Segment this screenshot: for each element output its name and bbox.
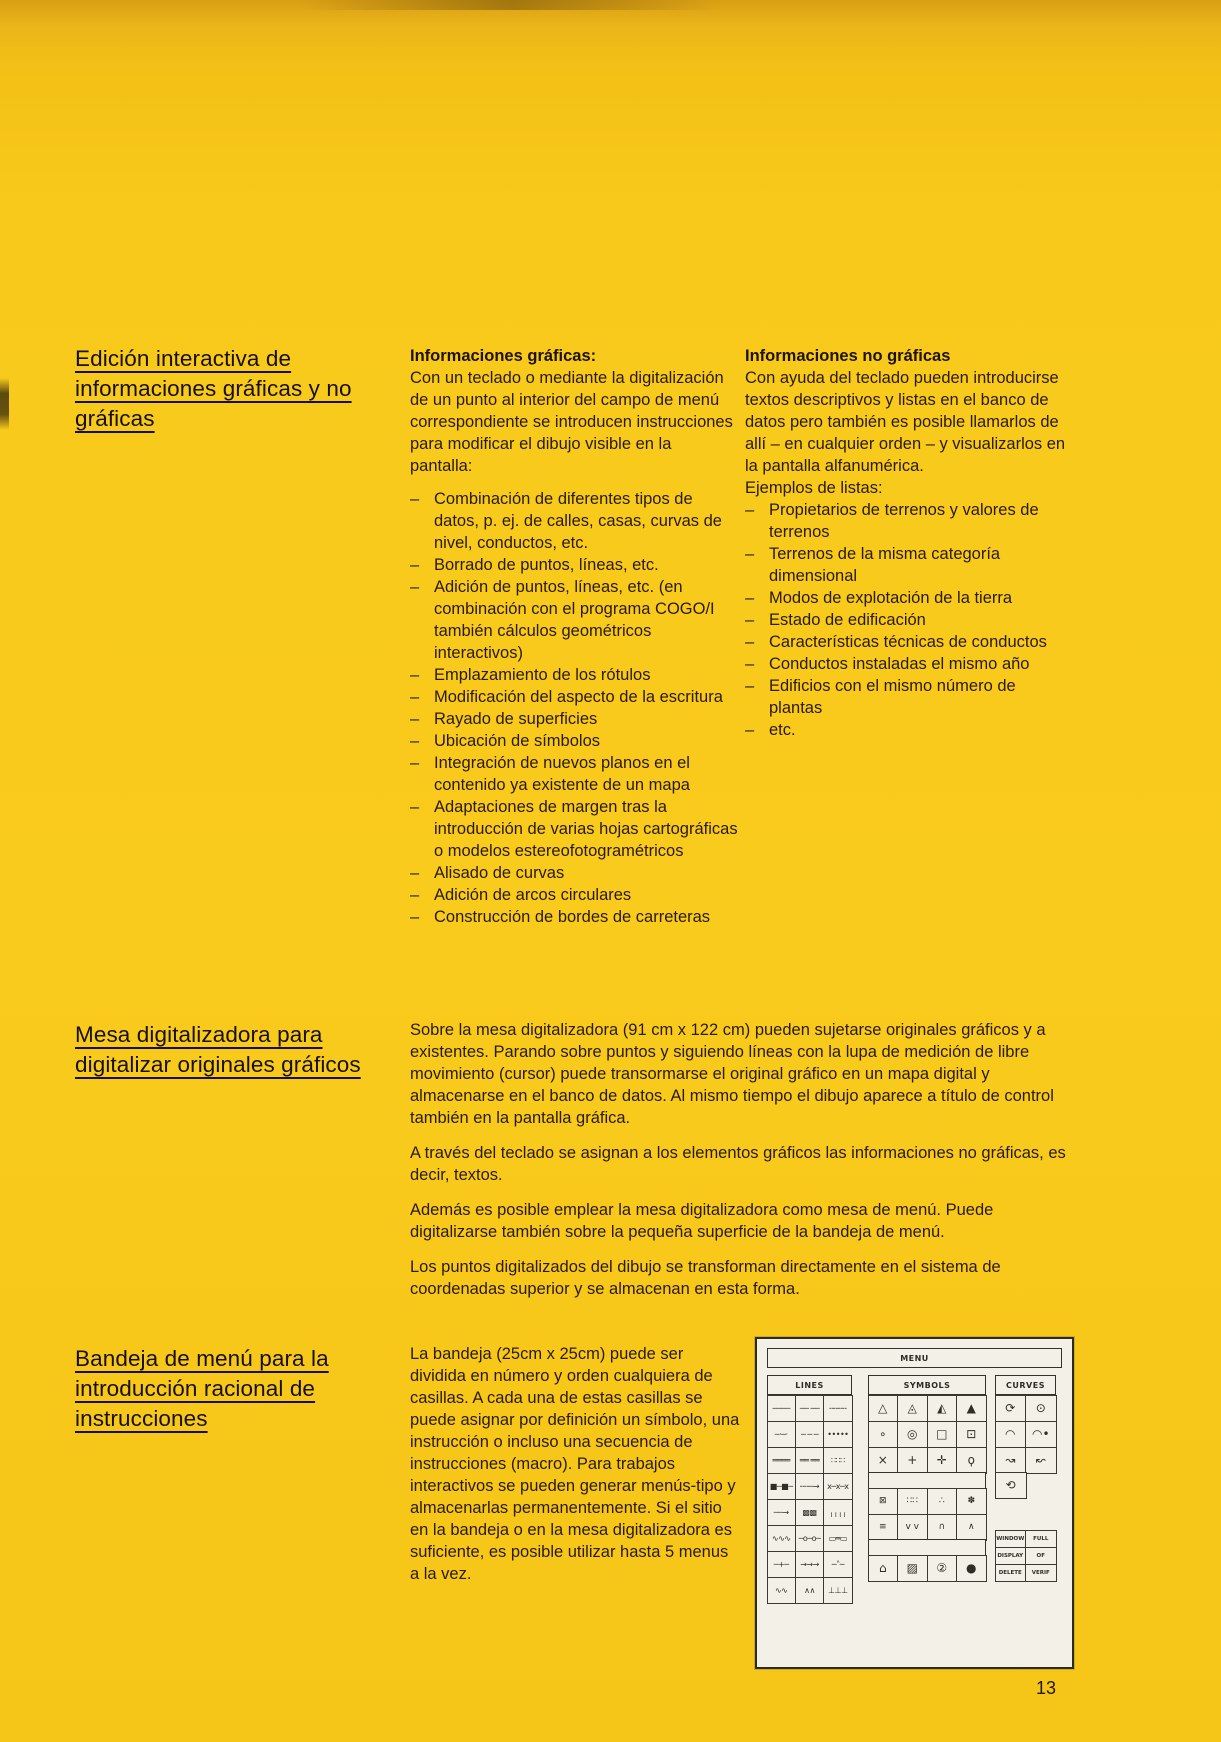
symbol-cell[interactable]: ▲	[956, 1395, 987, 1422]
column-informaciones-no-graficas	[745, 345, 1067, 741]
paragraph: Los puntos digitalizados del dibujo se transforman directamente en el sistema de coordenadas superior y se almacenan en esta forma.	[410, 1258, 1001, 1298]
dash-bullet: –	[410, 578, 420, 596]
command-cell[interactable]: FULL	[1025, 1530, 1057, 1548]
symbol-cell[interactable]: ∧	[956, 1514, 987, 1541]
lines-header-label: LINES	[795, 1380, 824, 1390]
column-informaciones-graficas	[410, 345, 738, 928]
dash-bullet: –	[745, 721, 755, 739]
line-pattern-cell[interactable]: ∷∷∷	[823, 1447, 852, 1474]
list-item-text: etc.	[769, 721, 796, 739]
list-item	[410, 752, 738, 796]
dash-bullet: –	[410, 754, 420, 772]
line-pattern-cell[interactable]: ────	[767, 1395, 796, 1422]
page-number: 13	[1036, 1678, 1057, 1698]
dash-bullet: –	[410, 710, 420, 728]
section1-heading: Edición interactiva de informaciones gráficas y no gráficas	[75, 346, 352, 431]
line-pattern-cell[interactable]: ╌╌─→	[795, 1473, 824, 1500]
lines-cell-grid	[767, 1395, 852, 1603]
list-item-text: Combinación de diferentes tipos de datos, p. ej. de calles, casas, curvas de nivel, conductos, etc.	[434, 490, 722, 552]
list-item	[745, 653, 1067, 675]
curve-cell[interactable]: ⟳	[995, 1395, 1027, 1422]
list-item	[745, 587, 1067, 609]
curve-cell[interactable]: ⊙	[1025, 1395, 1057, 1422]
list-item-text: Modos de explotación de la tierra	[769, 589, 1013, 607]
list-item-text: Ubicación de símbolos	[434, 732, 600, 750]
list-item-text: Construcción de bordes de carreteras	[434, 908, 711, 926]
line-pattern-cell[interactable]: ■─■─	[767, 1473, 796, 1500]
list-item	[410, 862, 738, 884]
list-item	[410, 730, 738, 752]
symbol-cell[interactable]: ⊠	[868, 1488, 899, 1515]
list-item	[745, 719, 1067, 741]
list-item	[410, 554, 738, 576]
symbols-header-label: SYMBOLS	[903, 1380, 951, 1390]
list-item-text: Conductos instaladas el mismo año	[769, 655, 1030, 673]
list-item-text: Emplazamiento de los rótulos	[434, 666, 651, 684]
dash-bullet: –	[410, 688, 420, 706]
symbols-cell-grid-b	[868, 1488, 986, 1540]
curve-cell[interactable]: ◠	[995, 1421, 1027, 1448]
line-pattern-cell[interactable]: ── ──	[795, 1395, 824, 1422]
section3-paragraph-wrap	[410, 1343, 740, 1598]
list-item-text: Propietarios de terrenos y valores de terrenos	[769, 501, 1039, 541]
dash-bullet: –	[410, 732, 420, 750]
graficas-intro: Con un teclado o mediante la digitalización de un punto al interior del campo de menú correspondiente se introducen instrucciones para modificar el dibujo visible en la pantalla:	[410, 369, 733, 475]
list-item-text: Estado de edificación	[769, 611, 926, 629]
dash-bullet: –	[745, 633, 755, 651]
paragraph: Sobre la mesa digitalizadora (91 cm x 122 cm) pueden sujetarse originales gráficos y a existentes. Parando sobre puntos y siguiendo líneas con la lupa de medición de libre movimiento (cursor) puede transormarse el original gráfico en un mapa digital y almacenarse en el banco de datos. Al mismo tiempo el dibujo aparece a título de control también en la pantalla gráfica.	[410, 1021, 1054, 1127]
line-pattern-cell[interactable]: →→→	[795, 1551, 824, 1578]
list-item	[745, 675, 1067, 719]
line-pattern-cell[interactable]: ∿∿	[767, 1577, 796, 1604]
symbol-cell[interactable]: ◎	[897, 1421, 928, 1448]
symbol-cell[interactable]: ∷∷	[897, 1488, 928, 1515]
no-graficas-title: Informaciones no gráficas	[745, 347, 951, 365]
dash-bullet: –	[410, 490, 420, 508]
list-item-text: Modificación del aspecto de la escritura	[434, 688, 723, 706]
line-pattern-cell[interactable]: ▭═▭	[823, 1525, 852, 1552]
list-item	[410, 686, 738, 708]
curve-cell[interactable]: ◠•	[1025, 1421, 1057, 1448]
curves-cell-grid-a	[995, 1395, 1056, 1473]
list-item	[410, 796, 738, 862]
dash-bullet: –	[745, 611, 755, 629]
curves-header-label: CURVES	[1006, 1380, 1045, 1390]
line-pattern-cell[interactable]: ▩▩	[795, 1499, 824, 1526]
dash-bullet: –	[410, 556, 420, 574]
section3-heading: Bandeja de menú para la introducción racional de instrucciones	[75, 1346, 329, 1431]
line-pattern-cell[interactable]: ─·─·	[767, 1421, 796, 1448]
dash-bullet: –	[745, 655, 755, 673]
examples-label: Ejemplos de listas:	[745, 479, 883, 497]
line-pattern-cell[interactable]: ══ ══	[795, 1447, 824, 1474]
symbol-cell[interactable]: ϙ	[956, 1447, 987, 1474]
curve-cell[interactable]: ↜	[1025, 1447, 1057, 1474]
list-item-text: Rayado de superficies	[434, 710, 598, 728]
line-pattern-cell[interactable]: ─o─o─	[795, 1525, 824, 1552]
list-item	[410, 664, 738, 686]
lines-header	[767, 1375, 852, 1395]
scan-top-shadow	[300, 0, 720, 10]
symbol-cell[interactable]: ⊡	[956, 1421, 987, 1448]
list-item	[410, 884, 738, 906]
curves-cell-grid-b	[995, 1472, 1026, 1498]
line-pattern-cell[interactable]: ─ ─ ─	[795, 1421, 824, 1448]
line-pattern-cell[interactable]: ════	[767, 1447, 796, 1474]
line-pattern-cell[interactable]: x─x─x	[823, 1473, 852, 1500]
list-item-text: Adición de arcos circulares	[434, 886, 632, 904]
line-pattern-cell[interactable]: ∿∿∿	[767, 1525, 796, 1552]
spacer	[410, 477, 738, 488]
symbol-cell[interactable]: ✛	[927, 1447, 958, 1474]
list-item	[745, 609, 1067, 631]
dash-bullet: –	[745, 677, 755, 695]
list-item-text: Terrenos de la misma categoría dimensional	[769, 545, 1001, 585]
list-item-text: Edificios con el mismo número de plantas	[769, 677, 1016, 717]
symbols-header	[868, 1375, 986, 1395]
symbol-cell[interactable]: ◬	[897, 1395, 928, 1422]
command-cell[interactable]: WINDOW	[995, 1530, 1027, 1548]
list-item-text: Características técnicas de conductos	[769, 633, 1047, 651]
menu-tray-diagram	[755, 1337, 1074, 1669]
symbols-spacer-band	[868, 1472, 986, 1489]
symbol-cell[interactable]: ∩	[927, 1514, 958, 1541]
dash-bullet: –	[410, 886, 420, 904]
scan-edge-artifact	[0, 378, 9, 430]
no-graficas-list	[745, 499, 1067, 741]
line-pattern-cell[interactable]: ──→	[767, 1499, 796, 1526]
section2-paragraphs	[410, 1019, 1073, 1313]
list-item-text: Adición de puntos, líneas, etc. (en combinación con el programa COGO/I también cálculos geométricos interactivos)	[434, 578, 715, 662]
dash-bullet: –	[410, 908, 420, 926]
line-pattern-cell[interactable]: ∧∧	[795, 1577, 824, 1604]
symbol-cell[interactable]: ●	[956, 1555, 987, 1582]
symbols-cell-grid-a	[868, 1395, 986, 1473]
section3-paragraph: La bandeja (25cm x 25cm) puede ser dividida en número y orden cualquiera de casillas. A cada una de estas casillas se puede asignar por definición un símbolo, una instrucción o incluso una secuencia de instrucciones (macro). Para trabajos interactivos se pueden generar menús-tipo y almacenarlas permanentemente. Si el sitio en la bandeja o en la mesa digitalizadora es suficiente, es posible utilizar hasta 5 menus a la vez.	[410, 1345, 740, 1583]
curves-header	[995, 1375, 1056, 1395]
graficas-list	[410, 488, 738, 928]
list-item-text: Borrado de puntos, líneas, etc.	[434, 556, 659, 574]
command-cell[interactable]: DISPLAY	[995, 1547, 1027, 1565]
menu-header-label: MENU	[900, 1353, 929, 1363]
list-item	[410, 906, 738, 928]
symbol-cell[interactable]: +	[897, 1447, 928, 1474]
list-item	[410, 708, 738, 730]
no-graficas-intro: Con ayuda del teclado pueden introducirse textos descriptivos y listas en el banco de datos pero también es posible llamarlos de allí – en cualquier orden – y visualizarlos en la pantalla alfanumérica.	[745, 369, 1066, 475]
symbol-cell[interactable]: △	[868, 1395, 899, 1422]
command-cell[interactable]: OF	[1025, 1547, 1057, 1565]
symbols-spacer-band	[868, 1539, 986, 1556]
symbol-cell[interactable]: ×	[868, 1447, 899, 1474]
list-item	[745, 499, 1067, 543]
symbol-cell[interactable]: ▨	[897, 1555, 928, 1582]
list-item-text: Alisado de curvas	[434, 864, 565, 882]
list-item-text: Adaptaciones de margen tras la introducción de varias hojas cartográficas o modelos estereofotogramétricos	[434, 798, 738, 860]
graficas-title: Informaciones gráficas:	[410, 347, 597, 365]
list-item	[745, 543, 1067, 587]
dash-bullet: –	[410, 864, 420, 882]
symbol-cell[interactable]: ∴	[927, 1488, 958, 1515]
line-pattern-cell[interactable]: ╷╷╷╷	[823, 1499, 852, 1526]
command-mini-table	[995, 1530, 1056, 1581]
line-pattern-cell[interactable]: ─+─	[767, 1551, 796, 1578]
command-cell[interactable]: VERIF	[1025, 1564, 1057, 1582]
symbol-cell[interactable]: ◭	[927, 1395, 958, 1422]
dash-bullet: –	[745, 589, 755, 607]
symbol-cell[interactable]: □	[927, 1421, 958, 1448]
symbol-cell[interactable]: ∘	[868, 1421, 899, 1448]
list-item	[745, 631, 1067, 653]
dash-bullet: –	[410, 798, 420, 816]
command-cell[interactable]: DELETE	[995, 1564, 1027, 1582]
paragraph: A través del teclado se asignan a los elementos gráficos las informaciones no gráficas, es decir, textos.	[410, 1144, 1066, 1184]
symbol-cell[interactable]: ⌂	[868, 1555, 899, 1582]
menu-header	[767, 1348, 1062, 1368]
line-pattern-cell[interactable]: ╌╌╌╌	[823, 1395, 852, 1422]
curve-cell[interactable]: ↝	[995, 1447, 1027, 1474]
line-pattern-cell[interactable]: •••••	[823, 1421, 852, 1448]
list-item-text: Integración de nuevos planos en el contenido ya existente de un mapa	[434, 754, 690, 794]
paragraph: Además es posible emplear la mesa digitalizadora como mesa de menú. Puede digitalizarse también sobre la pequeña superficie de la bandeja de menú.	[410, 1201, 994, 1241]
symbol-cell[interactable]: ✽	[956, 1488, 987, 1515]
dash-bullet: –	[410, 666, 420, 684]
curve-cell[interactable]: ⟲	[995, 1472, 1027, 1499]
symbol-cell[interactable]: ≡	[868, 1514, 899, 1541]
list-item	[410, 576, 738, 664]
list-item	[410, 488, 738, 554]
dash-bullet: –	[745, 501, 755, 519]
line-pattern-cell[interactable]: ⊥⊥⊥	[823, 1577, 852, 1604]
dash-bullet: –	[745, 545, 755, 563]
symbol-cell[interactable]: v v	[897, 1514, 928, 1541]
section2-heading: Mesa digitalizadora para digitalizar originales gráficos	[75, 1022, 361, 1077]
symbol-cell[interactable]: ②	[927, 1555, 958, 1582]
symbols-cell-grid-c	[868, 1555, 986, 1581]
line-pattern-cell[interactable]: ─˄─	[823, 1551, 852, 1578]
diagram-inner-panel	[767, 1348, 1062, 1658]
